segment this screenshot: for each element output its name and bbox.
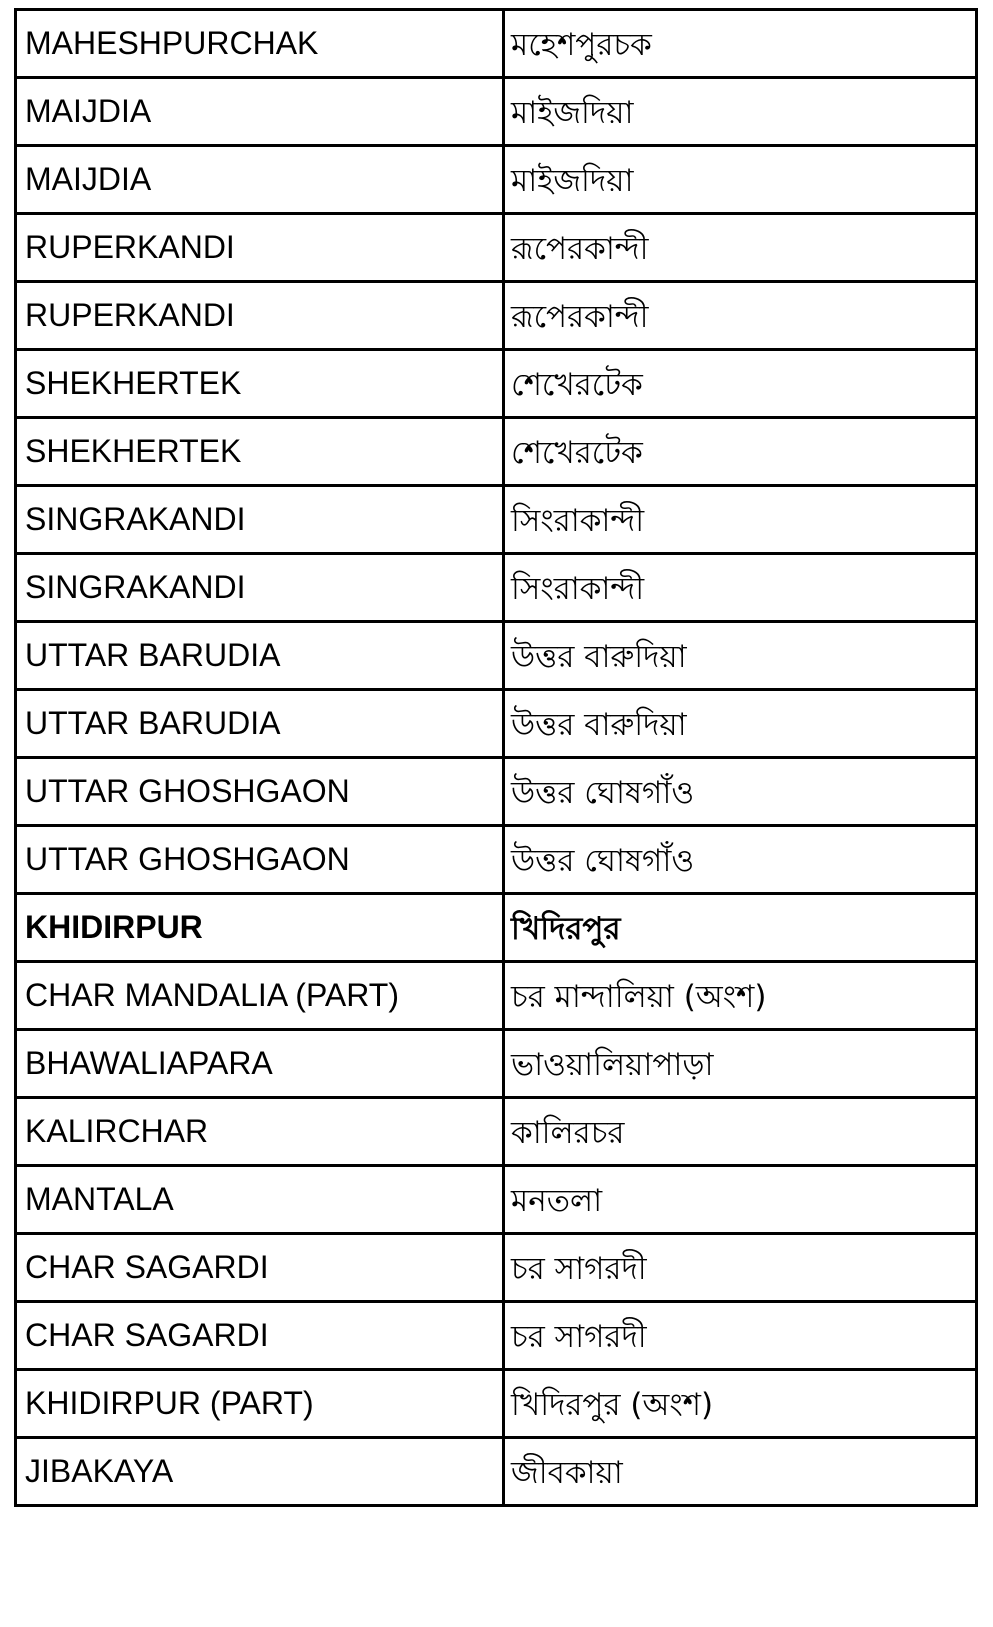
bengali-name-cell: মনতলা <box>505 1167 978 1232</box>
english-name-cell: SHEKHERTEK <box>14 351 505 416</box>
english-name-cell: MAHESHPURCHAK <box>14 11 505 76</box>
table-row <box>14 11 978 79</box>
english-name-cell: JIBAKAYA <box>14 1439 505 1504</box>
table-row <box>14 1235 978 1303</box>
table-row <box>14 1371 978 1439</box>
village-name-table <box>14 8 978 1507</box>
bengali-name-cell: সিংরাকান্দী <box>505 555 978 620</box>
table-row <box>14 555 978 623</box>
english-name-cell: RUPERKANDI <box>14 215 505 280</box>
bengali-name-cell: উত্তর বারুদিয়া <box>505 623 978 688</box>
english-name-cell: SHEKHERTEK <box>14 419 505 484</box>
english-name-cell: RUPERKANDI <box>14 283 505 348</box>
table-row <box>14 215 978 283</box>
table-row <box>14 283 978 351</box>
english-name-cell: UTTAR GHOSHGAON <box>14 827 505 892</box>
table-row <box>14 487 978 555</box>
table-row-heading <box>14 895 978 963</box>
english-name-cell: SINGRAKANDI <box>14 487 505 552</box>
table-row <box>14 351 978 419</box>
bengali-name-cell: মহেশপুরচক <box>505 11 978 76</box>
bengali-name-cell: চর মান্দালিয়া (অংশ) <box>505 963 978 1028</box>
table-row <box>14 963 978 1031</box>
bengali-name-cell: উত্তর ঘোষগাঁও <box>505 759 978 824</box>
bengali-name-cell: রূপেরকান্দী <box>505 215 978 280</box>
bengali-name-cell: চর সাগরদী <box>505 1303 978 1368</box>
english-name-cell: BHAWALIAPARA <box>14 1031 505 1096</box>
english-name-cell: CHAR SAGARDI <box>14 1303 505 1368</box>
table-row <box>14 419 978 487</box>
bengali-name-cell: শেখেরটেক <box>505 419 978 484</box>
bengali-name-cell: খিদিরপুর <box>505 895 978 960</box>
english-name-cell: CHAR MANDALIA (PART) <box>14 963 505 1028</box>
table-row <box>14 1099 978 1167</box>
bengali-name-cell: শেখেরটেক <box>505 351 978 416</box>
bengali-name-cell: ভাওয়ালিয়াপাড়া <box>505 1031 978 1096</box>
bengali-name-cell: মাইজদিয়া <box>505 79 978 144</box>
table-row <box>14 623 978 691</box>
bengali-name-cell: উত্তর বারুদিয়া <box>505 691 978 756</box>
english-name-cell: MAIJDIA <box>14 147 505 212</box>
bengali-name-cell: রূপেরকান্দী <box>505 283 978 348</box>
table-row <box>14 79 978 147</box>
english-name-cell: KALIRCHAR <box>14 1099 505 1164</box>
english-name-cell: MANTALA <box>14 1167 505 1232</box>
table-row <box>14 1167 978 1235</box>
table-row <box>14 1439 978 1507</box>
table-row <box>14 1303 978 1371</box>
english-name-cell: CHAR SAGARDI <box>14 1235 505 1300</box>
english-name-cell: SINGRAKANDI <box>14 555 505 620</box>
bengali-name-cell: মাইজদিয়া <box>505 147 978 212</box>
english-name-cell: KHIDIRPUR (PART) <box>14 1371 505 1436</box>
english-name-cell: KHIDIRPUR <box>14 895 505 960</box>
english-name-cell: UTTAR GHOSHGAON <box>14 759 505 824</box>
bengali-name-cell: খিদিরপুর (অংশ) <box>505 1371 978 1436</box>
table-row <box>14 827 978 895</box>
english-name-cell: MAIJDIA <box>14 79 505 144</box>
bengali-name-cell: উত্তর ঘোষগাঁও <box>505 827 978 892</box>
table-row <box>14 1031 978 1099</box>
english-name-cell: UTTAR BARUDIA <box>14 623 505 688</box>
english-name-cell: UTTAR BARUDIA <box>14 691 505 756</box>
table-row <box>14 759 978 827</box>
table-row <box>14 691 978 759</box>
table-row <box>14 147 978 215</box>
bengali-name-cell: জীবকায়া <box>505 1439 978 1504</box>
bengali-name-cell: সিংরাকান্দী <box>505 487 978 552</box>
bengali-name-cell: চর সাগরদী <box>505 1235 978 1300</box>
bengali-name-cell: কালিরচর <box>505 1099 978 1164</box>
